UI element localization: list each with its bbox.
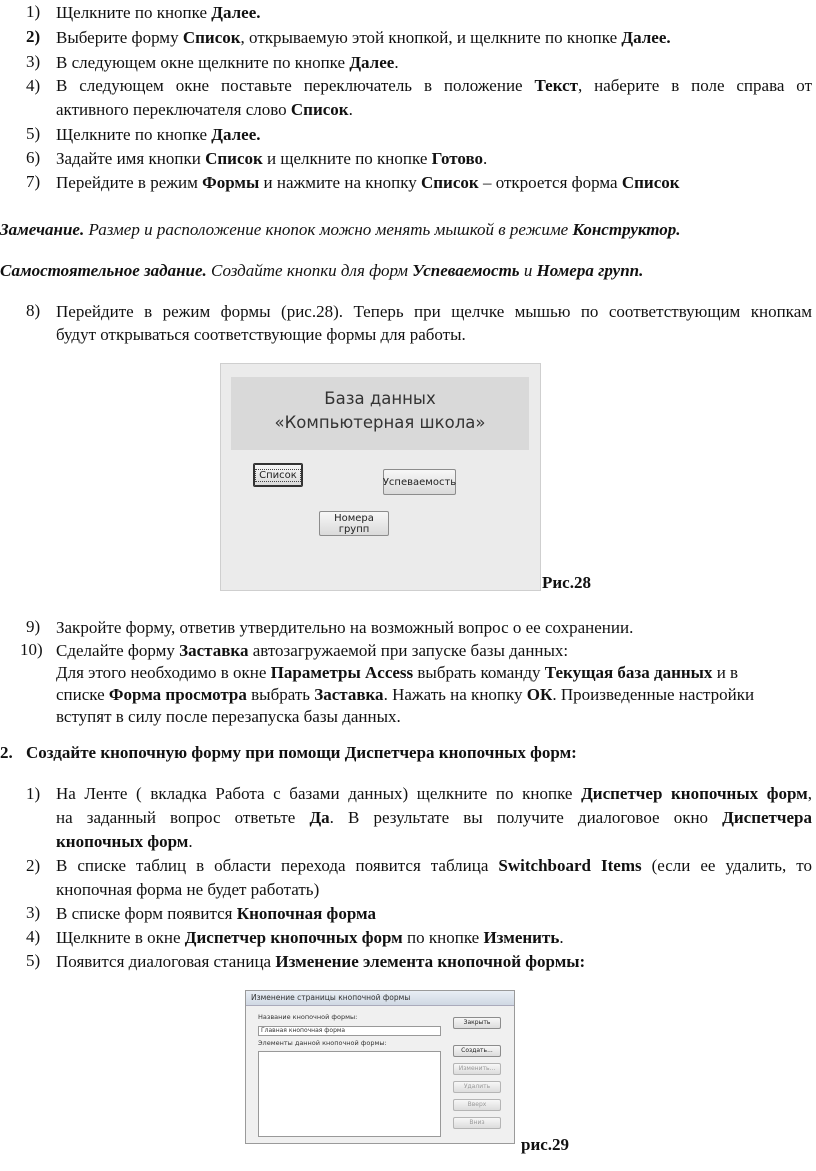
step-number: 3): [26, 52, 41, 71]
task-label: Самостоятельное задание.: [0, 261, 207, 280]
step-number: 8): [26, 301, 41, 320]
name-input[interactable]: Главная кнопочная форма: [258, 1026, 441, 1036]
text-run: , открываемую этой кнопкой, и щелкните по кнопке: [240, 28, 622, 47]
text-run: На Ленте ( вкладка Работа с базами данных) щелкните по кнопке: [56, 784, 582, 803]
text-run: . Нажать на кнопку: [383, 685, 527, 704]
step-text: [56, 148, 487, 170]
step-text: Перейдите в режим формы (рис.28). Теперь при щелчке мышью по соответствующим кнопкам: [56, 302, 812, 321]
text-run: .: [483, 149, 488, 168]
bold-term: Текущая база данных: [544, 663, 713, 682]
form-title-line-1: База данных: [324, 389, 436, 408]
step-number: 1): [26, 784, 41, 803]
note-paragraph: [0, 219, 681, 241]
form-title-line-2: «Компьютерная школа»: [274, 413, 486, 432]
bold-term: Изменить: [483, 928, 560, 947]
dialog-title-bar: Изменение страницы кнопочной формы: [246, 991, 514, 1006]
bold-term: Диспетчер кнопочных форм: [581, 784, 808, 803]
move-down-button[interactable]: Вниз: [453, 1117, 501, 1129]
step-text: [56, 951, 585, 973]
task-form-1: Успеваемость: [412, 261, 520, 280]
step-number: 1): [26, 2, 41, 21]
section-2-number: 2.: [0, 743, 13, 762]
text-run: . Произведенные настройки: [552, 685, 755, 704]
bold-term: Switchboard Items: [498, 856, 642, 875]
note-bold-end: Конструктор.: [572, 220, 681, 239]
delete-button[interactable]: Удалить: [453, 1081, 501, 1093]
text-run: вступят в силу после перезапуска базы данных.: [56, 707, 401, 726]
text-run: В следующем окне щелкните по кнопке: [56, 53, 350, 72]
bold-term: Готово: [431, 149, 484, 168]
bold-term: Список: [290, 100, 349, 119]
step-number: 4): [26, 927, 41, 946]
step-text: [56, 124, 261, 146]
step-number: 6): [26, 148, 41, 167]
text-run: выбрать: [246, 685, 315, 704]
name-label: Название кнопочной формы:: [258, 1013, 358, 1021]
step-number: 3): [26, 903, 41, 922]
text-run: .: [559, 928, 564, 947]
text-run: В следующем окне поставьте переключатель в положение: [56, 76, 535, 95]
step-text: [56, 831, 193, 853]
bold-term: Параметры Access: [270, 663, 414, 682]
step-text: [56, 52, 399, 74]
list-button[interactable]: Список: [253, 463, 303, 487]
task-form-2: Номера групп.: [536, 261, 644, 280]
step-text: [56, 2, 261, 24]
bold-term: ОК: [526, 685, 553, 704]
text-run: Для этого необходимо в окне: [56, 663, 271, 682]
step-text: [56, 76, 812, 96]
step-number: 10): [20, 640, 43, 659]
text-run: .: [188, 832, 193, 851]
bold-term: Диспетчера: [722, 808, 812, 827]
bold-term: Заставка: [314, 685, 384, 704]
step-text: [56, 706, 401, 728]
step-text: [56, 856, 812, 876]
text-run: и в: [712, 663, 739, 682]
text-run: Выберите форму: [56, 28, 183, 47]
bold-term: Диспетчер кнопочных форм: [184, 928, 403, 947]
step-number: 9): [26, 617, 41, 636]
step-text: [56, 99, 353, 121]
text-run: Сделайте форму: [56, 641, 180, 660]
step-number: 4): [26, 76, 41, 95]
text-run: Появится диалоговая станица: [56, 952, 276, 971]
figure-28-caption: Рис.28: [542, 573, 591, 592]
step-text: [56, 927, 564, 949]
task-mid: и: [519, 261, 537, 280]
bold-term: Формы: [202, 173, 260, 192]
bold-term: Список: [182, 28, 241, 47]
text-run: – откроется форма: [478, 173, 622, 192]
text-run: и щелкните по кнопке: [262, 149, 432, 168]
items-label: Элементы данной кнопочной формы:: [258, 1039, 387, 1047]
text-run: списке: [56, 685, 109, 704]
text-run: на заданный вопрос ответьте: [56, 808, 310, 827]
step-text: будут открываться соответствующие формы для работы.: [56, 325, 466, 344]
bold-term: Далее.: [621, 28, 671, 47]
move-up-button[interactable]: Вверх: [453, 1099, 501, 1111]
bold-term: Далее: [349, 53, 395, 72]
text-run: автозагружаемой при запуске базы данных:: [248, 641, 569, 660]
bold-term: Далее.: [211, 125, 261, 144]
step-text: [56, 903, 376, 925]
text-run: Перейдите в режим: [56, 173, 203, 192]
text-run: Задайте имя кнопки: [56, 149, 206, 168]
bold-term: Изменение элемента кнопочной формы:: [275, 952, 586, 971]
text-run: Щелкните по кнопке: [56, 3, 212, 22]
figure-29-caption: рис.29: [521, 1135, 570, 1154]
text-run: В списке форм появится: [56, 904, 237, 923]
step-text: [56, 172, 680, 194]
bold-term: Список: [420, 173, 479, 192]
text-run: и нажмите на кнопку: [259, 173, 421, 192]
text-run: (если ее удалить, то: [641, 856, 812, 875]
text-run: кнопочная форма не будет работать): [56, 880, 320, 899]
step-number: 7): [26, 172, 41, 191]
bold-term: Форма просмотра: [108, 685, 247, 704]
text-run: В списке таблиц в области перехода появится таблица: [56, 856, 499, 875]
bold-term: Заставка: [179, 641, 249, 660]
task-text: Создайте кнопки для форм: [206, 261, 413, 280]
bold-term: Кнопочная форма: [236, 904, 376, 923]
text-run: выбрать команду: [413, 663, 545, 682]
step-text: [56, 662, 738, 684]
step-text: [56, 27, 671, 49]
text-run: Щелкните по кнопке: [56, 125, 212, 144]
text-run: по кнопке: [402, 928, 484, 947]
step-number: 2): [26, 856, 41, 875]
bold-term: Список: [205, 149, 263, 168]
note-label: Замечание.: [0, 220, 85, 239]
bold-term: Далее.: [211, 3, 261, 22]
figure-29-dialog: [245, 990, 515, 1144]
bold-term: кнопочных форм: [56, 832, 189, 851]
text-run: активного переключателя слово: [56, 100, 291, 119]
step-text: [56, 879, 319, 901]
note-text: Размер и расположение кнопок можно менять мышкой в режиме: [84, 220, 573, 239]
step-number: 2): [26, 27, 41, 46]
text-run: , наберите в поле справа от: [578, 76, 813, 95]
step-text: [56, 784, 812, 804]
groups-button[interactable]: Номера групп: [319, 511, 389, 536]
bold-term: Текст: [534, 76, 578, 95]
text-run: .: [348, 100, 353, 119]
step-text: [56, 640, 568, 662]
close-button[interactable]: Закрыть: [453, 1017, 501, 1029]
step-number: 5): [26, 951, 41, 970]
step-text: [56, 684, 754, 706]
bold-term: Список: [621, 173, 680, 192]
step-number: 5): [26, 124, 41, 143]
section-2-title: Создайте кнопочную форму при помощи Диспетчера кнопочных форм:: [26, 743, 577, 762]
text-run: . В результате вы получите диалоговое окно: [329, 808, 723, 827]
items-list[interactable]: [258, 1051, 441, 1137]
grades-button[interactable]: Успеваемость: [383, 469, 456, 495]
text-run: .: [394, 53, 399, 72]
figure-28-form-window: [220, 363, 541, 591]
text-run: Щелкните в окне: [56, 928, 185, 947]
task-paragraph: [0, 260, 643, 282]
text-run: ,: [807, 784, 812, 803]
form-title-box: [231, 377, 529, 450]
edit-button[interactable]: Изменить...: [453, 1063, 501, 1075]
create-button[interactable]: Создать...: [453, 1045, 501, 1057]
step-text: Закройте форму, ответив утвердительно на возможный вопрос о ее сохранении.: [56, 618, 634, 637]
step-text: [56, 808, 812, 828]
bold-term: Да: [309, 808, 330, 827]
